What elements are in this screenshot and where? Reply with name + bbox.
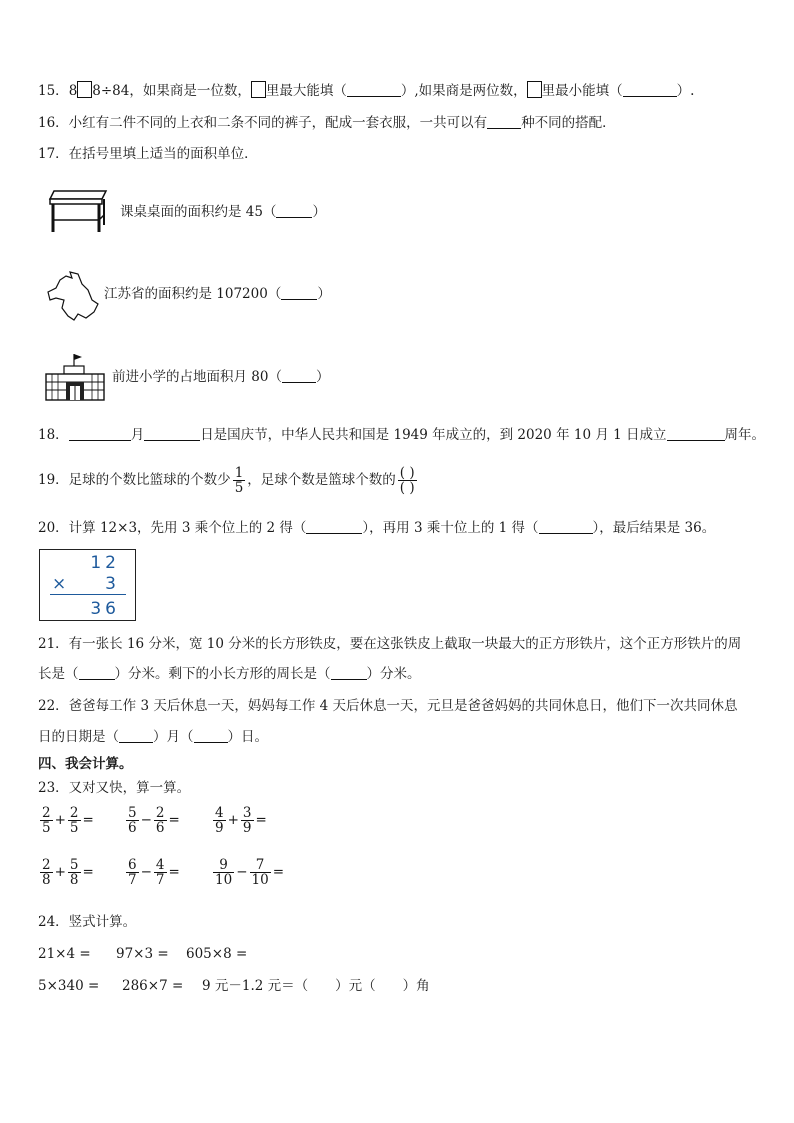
answer-blank[interactable] bbox=[144, 426, 200, 441]
question-19: 19．足球的个数比篮球的个数少 $\frac{1}{5}$ ，足球个数是篮球个数的 $\frac{( )}{( )}$ bbox=[38, 465, 415, 496]
answer-blank[interactable] bbox=[331, 665, 367, 680]
question-17-item-1: 课桌桌面的面积约是 45（ ） bbox=[120, 204, 326, 220]
answer-blank[interactable] bbox=[69, 426, 131, 441]
answer-blank[interactable] bbox=[667, 426, 725, 441]
calc-r1c1: 21×4 = bbox=[38, 946, 91, 962]
answer-blank[interactable] bbox=[276, 203, 312, 218]
question-21-line-1: 21．有一张长 16 分米，宽 10 分米的长方形铁皮，要在这张铁皮上截取一块最大的正方形铁片，这个正方形铁片的周 bbox=[38, 636, 742, 652]
fraction-expr-r2c2: $\frac{6}{7}$ − $\frac{4}{7}$ = bbox=[128, 857, 180, 888]
vertical-multiplication-diagram: 12 × 3 36 bbox=[39, 549, 136, 621]
section-heading: 四、我会计算。 bbox=[38, 756, 133, 772]
fraction-expr-r1c3: $\frac{4}{9}$ + $\frac{3}{9}$ = bbox=[215, 805, 267, 836]
calc-r2c3: 9 元－1.2 元＝（ ）元（ ）角 bbox=[202, 978, 430, 994]
digit-box[interactable] bbox=[77, 81, 92, 98]
desk-icon bbox=[46, 185, 110, 235]
question-17-item-3: 前进小学的占地面积月 80（ ） bbox=[112, 369, 330, 385]
fraction-expr-r1c1: $\frac{2}{5}$ + $\frac{2}{5}$ = bbox=[42, 805, 94, 836]
question-22-line-2: 日的日期是（ ）月（ ）日。 bbox=[38, 729, 268, 745]
question-18: 18． 月 日是国庆节，中华人民共和国是 1949 年成立的，到 2020 年 10 月 1 日成立 周年。 bbox=[38, 427, 765, 443]
question-15: 15．8 8÷84，如果商是一位数， 里最大能填（ ）,如果商是两位数， 里最小能填（ ）. bbox=[38, 83, 695, 99]
fraction-expr-r2c1: $\frac{2}{8}$ + $\frac{5}{8}$ = bbox=[42, 857, 94, 888]
calc-r2c2: 286×7 = bbox=[122, 978, 184, 994]
calc-r2c1: 5×340 = bbox=[38, 978, 100, 994]
answer-blank[interactable] bbox=[539, 519, 593, 534]
answer-blank[interactable] bbox=[79, 665, 115, 680]
question-16: 16．小红有二件不同的上衣和二条不同的裤子，配成一套衣服，一共可以有 种不同的搭配． bbox=[38, 115, 616, 131]
school-building-icon bbox=[42, 352, 108, 402]
question-17-title: 17．在括号里填上适当的面积单位． bbox=[38, 146, 258, 162]
question-24-title: 24．竖式计算。 bbox=[38, 914, 137, 930]
answer-blank[interactable] bbox=[281, 285, 317, 300]
calc-r1c3: 605×8 = bbox=[186, 946, 248, 962]
question-17-item-2: 江苏省的面积约是 107200（ ） bbox=[104, 286, 331, 302]
fraction: $\frac{1}{5}$ bbox=[234, 465, 244, 496]
answer-blank[interactable] bbox=[282, 368, 316, 383]
answer-blank[interactable] bbox=[487, 114, 521, 129]
answer-blank[interactable] bbox=[347, 82, 401, 97]
answer-blank[interactable] bbox=[194, 728, 228, 743]
jiangsu-map-icon bbox=[44, 270, 102, 322]
question-21-line-2: 长是（ ）分米。剩下的小长方形的周长是（ ）分米。 bbox=[38, 666, 421, 682]
divider-line bbox=[50, 594, 126, 595]
digit-box[interactable] bbox=[527, 81, 542, 98]
question-22-line-1: 22．爸爸每工作 3 天后休息一天，妈妈每工作 4 天后休息一天，元旦是爸爸妈妈的共同休息日，他们下一次共同休息 bbox=[38, 698, 738, 714]
answer-fraction[interactable]: $\frac{( )}{( )}$ bbox=[399, 465, 415, 496]
answer-blank[interactable] bbox=[119, 728, 153, 743]
answer-blank[interactable] bbox=[623, 82, 677, 97]
question-20: 20．计算 12×3，先用 3 乘个位上的 2 得（ ），再用 3 乘十位上的 1 得（ ），最后结果是 36。 bbox=[38, 520, 716, 536]
answer-blank[interactable] bbox=[306, 519, 362, 534]
digit-box[interactable] bbox=[251, 81, 266, 98]
fraction-expr-r1c2: $\frac{5}{6}$ − $\frac{2}{6}$ = bbox=[128, 805, 180, 836]
fraction-expr-r2c3: $\frac{9}{10}$ − $\frac{7}{10}$ = bbox=[215, 857, 284, 888]
question-23-title: 23．又对又快，算一算。 bbox=[38, 780, 191, 796]
calc-r1c2: 97×3 = bbox=[116, 946, 169, 962]
